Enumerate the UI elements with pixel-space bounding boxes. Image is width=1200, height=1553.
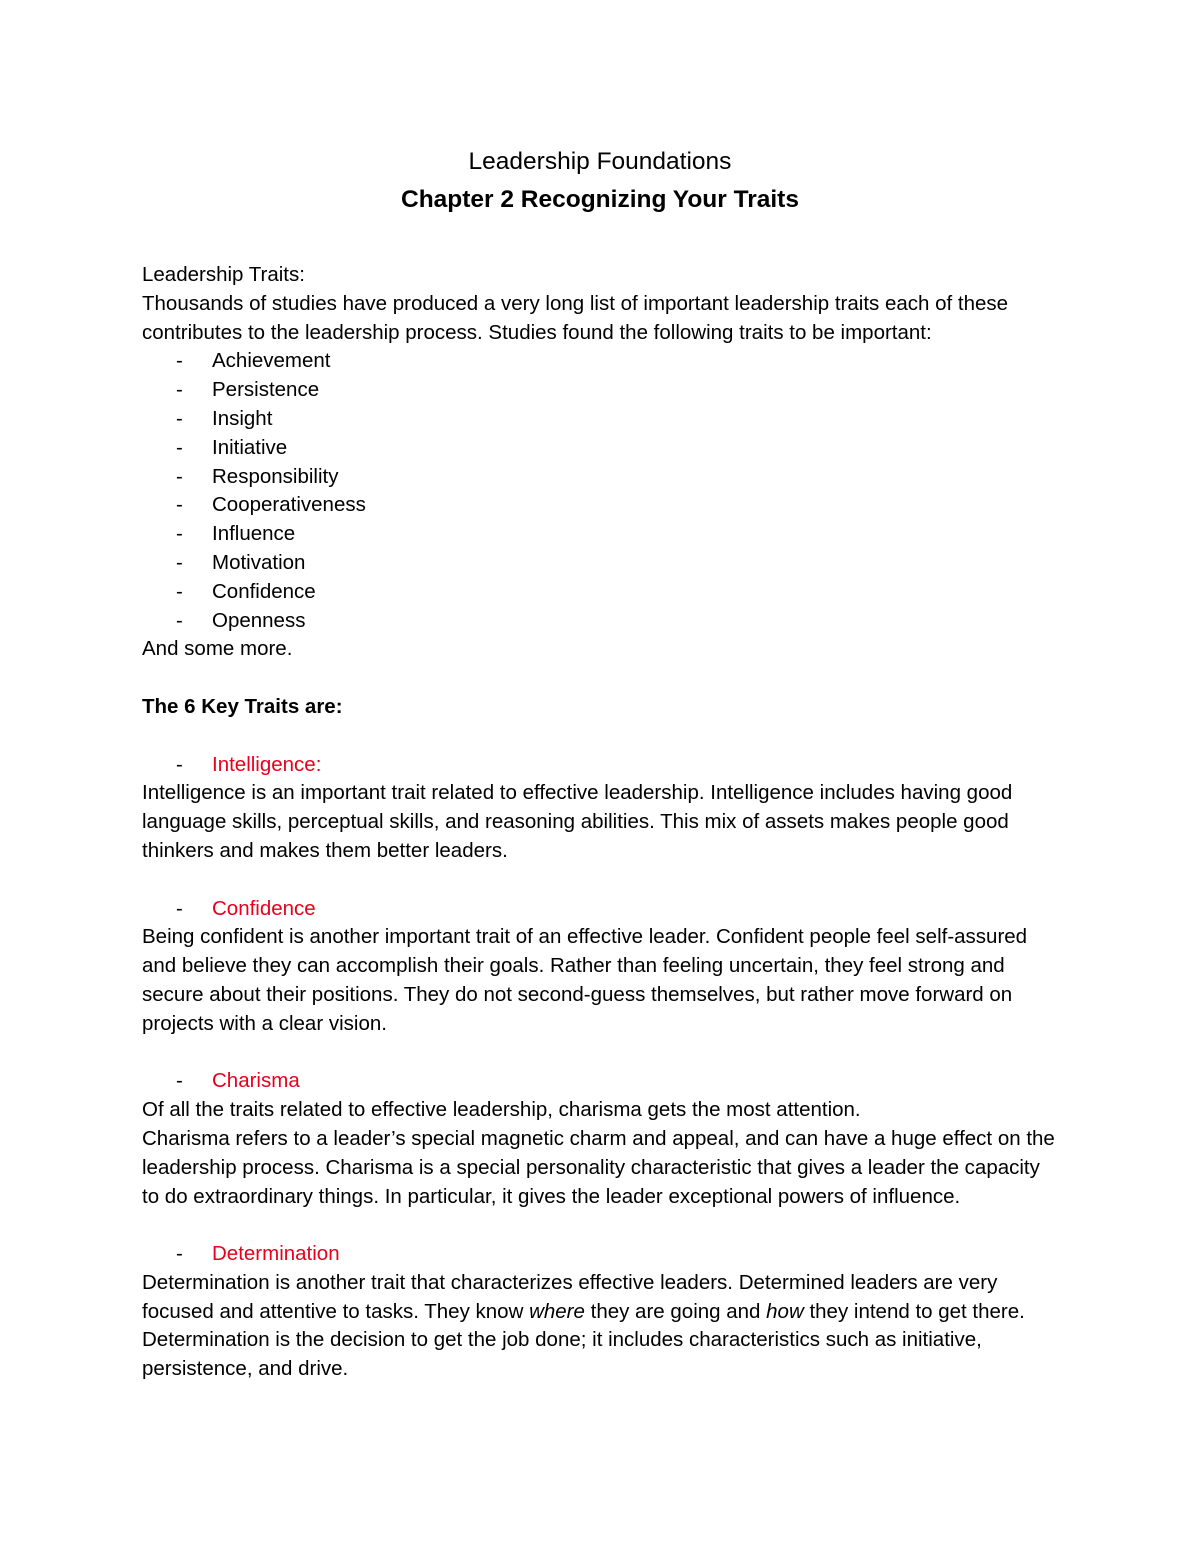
list-item: [142, 405, 1062, 434]
trait-heading-determination: [142, 1240, 1062, 1269]
body-text: they are going and: [584, 1299, 767, 1323]
dash-marker: -: [176, 752, 183, 776]
title-block: [142, 143, 1058, 219]
spacer: [142, 219, 1062, 261]
trait-label: Openness: [212, 608, 306, 632]
dash-marker: -: [176, 896, 183, 920]
spacer: [142, 1039, 1062, 1068]
trait-body-confidence: Being confident is another important trait of an effective leader. Confident people feel self-assured and believe they can accomplish their goals. Rather than feeling uncertain, they feel strong and secure about their positions. They do not second-guess themselves, but rather move forward on projects with a clear vision.: [142, 925, 1028, 1035]
document-content: [142, 143, 1062, 1384]
trait-label: Insight: [212, 406, 273, 430]
list-item: [142, 578, 1062, 607]
dash-marker: -: [176, 493, 183, 517]
trait-heading-charisma: [142, 1067, 1062, 1096]
list-item: [142, 607, 1062, 636]
document-title: Leadership Foundations: [468, 148, 732, 175]
dash-marker: -: [176, 435, 183, 459]
list-closing: And some more.: [142, 637, 293, 661]
trait-heading-label: Confidence: [212, 896, 316, 920]
trait-heading-label: Intelligence:: [212, 752, 322, 776]
dash-marker: -: [176, 378, 183, 402]
list-item: [142, 491, 1062, 520]
spacer: [142, 664, 1062, 693]
dash-marker: -: [176, 406, 183, 430]
traits-list: [142, 347, 1062, 635]
dash-marker: -: [176, 1242, 183, 1266]
emphasis-text: where: [529, 1299, 585, 1323]
list-item: [142, 520, 1062, 549]
trait-body-determination: [142, 1269, 1062, 1384]
chapter-title: Chapter 2 Recognizing Your Traits: [401, 186, 799, 213]
trait-label: Achievement: [212, 349, 331, 373]
dash-marker: -: [176, 349, 183, 373]
dash-marker: -: [176, 579, 183, 603]
list-item: [142, 376, 1062, 405]
emphasis-text: how: [766, 1299, 804, 1323]
trait-heading-label: Charisma: [212, 1069, 300, 1093]
trait-label: Initiative: [212, 435, 288, 459]
spacer: [142, 722, 1062, 751]
dash-marker: -: [176, 464, 183, 488]
trait-heading-intelligence: [142, 751, 1062, 780]
trait-label: Persistence: [212, 378, 320, 402]
dash-marker: -: [176, 550, 183, 574]
list-item: [142, 463, 1062, 492]
trait-heading-confidence: [142, 895, 1062, 924]
list-item: [142, 549, 1062, 578]
trait-body-charisma-intro: Of all the traits related to effective leadership, charisma gets the most attention.: [142, 1098, 861, 1122]
key-traits-heading: The 6 Key Traits are:: [142, 694, 343, 718]
section-label: Leadership Traits:: [142, 263, 305, 286]
trait-body-intelligence: Intelligence is an important trait related to effective leadership. Intelligence includes having good language skills, perceptual skills, and reasoning abilities. This mix of assets makes people good thinkers and makes them better leaders.: [142, 781, 1013, 862]
dash-marker: -: [176, 522, 183, 546]
dash-marker: -: [176, 608, 183, 632]
body-text: they intend to get there. Determination is the decision to get the job done; it includes characteristics such as initiative, persistence, and drive.: [142, 1299, 1025, 1381]
trait-label: Cooperativeness: [212, 493, 366, 517]
spacer: [142, 866, 1062, 895]
trait-label: Influence: [212, 522, 296, 546]
trait-label: Motivation: [212, 550, 306, 574]
dash-marker: -: [176, 1069, 183, 1093]
body-text: Determination is another trait that characterizes effective leaders. Determined leaders are very focused and attentive to tasks. They know: [142, 1270, 998, 1323]
trait-label: Confidence: [212, 579, 316, 603]
trait-label: Responsibility: [212, 464, 339, 488]
intro-paragraph: Thousands of studies have produced a very long list of important leadership traits each of these contributes to the leadership process. Studies found the following traits to be important:: [142, 291, 1009, 344]
trait-body-charisma: Charisma refers to a leader’s special magnetic charm and appeal, and can have a huge effect on the leadership process. Charisma is a special personality characteristic that gives a leader the capacity to do extraordinary things. In particular, it gives the leader exceptional powers of influence.: [142, 1126, 1055, 1208]
spacer: [142, 1211, 1062, 1240]
list-item: [142, 434, 1062, 463]
list-item: [142, 347, 1062, 376]
trait-heading-label: Determination: [212, 1242, 340, 1266]
